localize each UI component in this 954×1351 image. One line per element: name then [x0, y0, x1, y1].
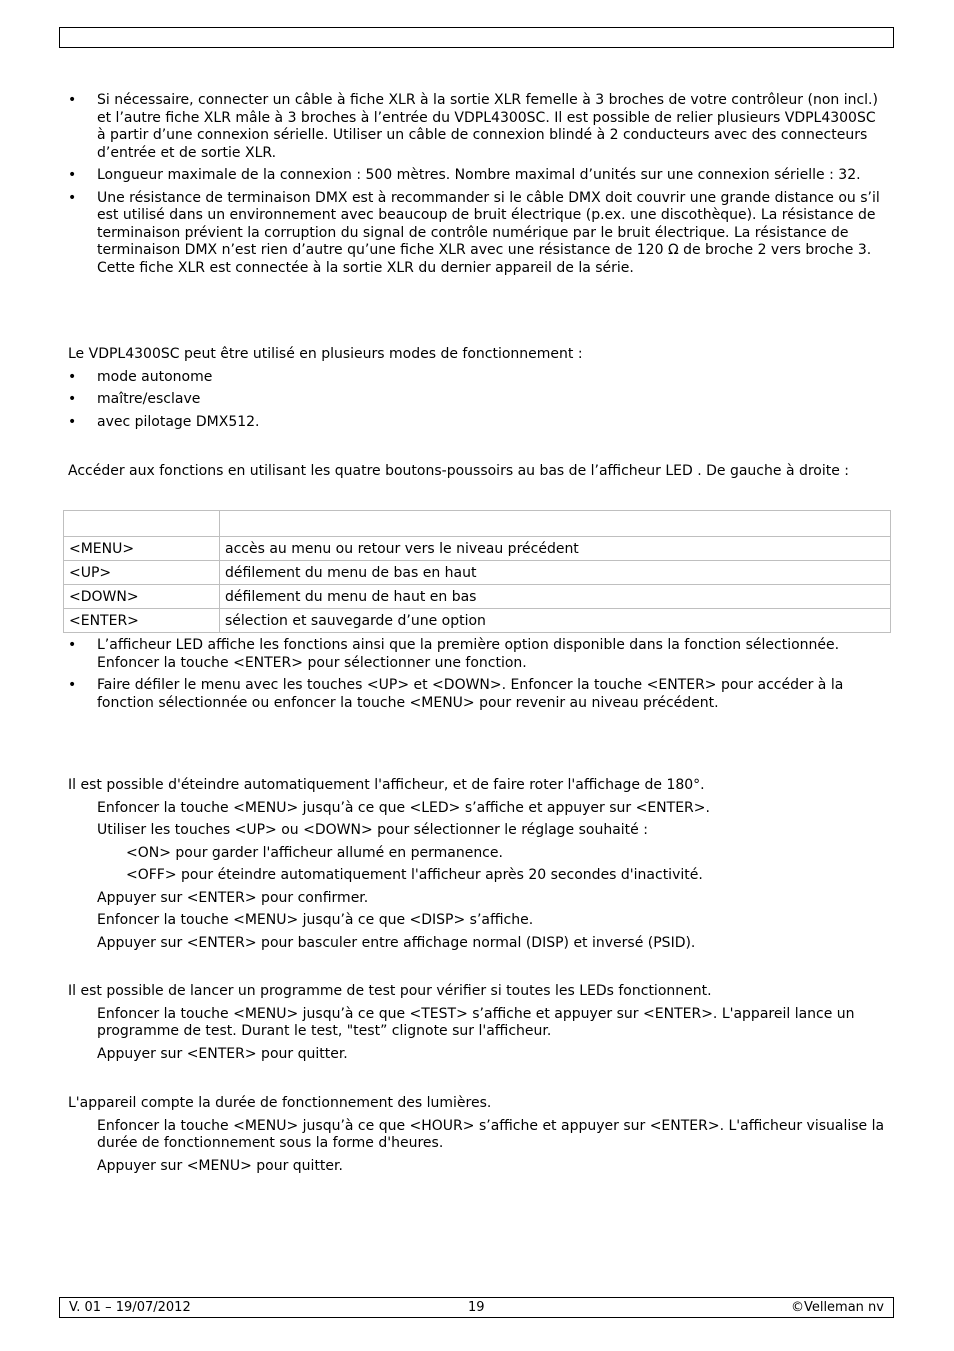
- key-cell: <MENU>: [64, 537, 220, 561]
- table-row: [64, 537, 891, 561]
- instruction-step: Appuyer sur <ENTER> pour quitter.: [97, 1045, 348, 1062]
- page-header-box: [59, 27, 894, 48]
- display-intro: Il est possible d'éteindre automatiquement l'afficheur, et de faire roter l'affichage de 180°.: [68, 777, 705, 793]
- buttons-intro-block: [68, 463, 888, 481]
- footer-copyright: ©Velleman nv: [790, 1300, 884, 1315]
- description-cell: défilement du menu de haut en bas: [220, 585, 891, 609]
- list-item: • maître/esclave: [68, 391, 888, 409]
- key-cell: <UP>: [64, 561, 220, 585]
- page-footer: [59, 1297, 894, 1318]
- list-item: • mode autonome: [68, 369, 888, 387]
- table-row: [64, 561, 891, 585]
- list-item: • Si nécessaire, connecter un câble à fiche XLR à la sortie XLR femelle à 3 broches de votre contrôleur (non incl.) et l’autre fiche XLR mâle à 3 broches à l’entrée du VDPL4300SC. Il est possible de relier plusieurs VDPL4300SC à partir d’une connexion sérielle. Utiliser un câble de connexion blindé à 2 conducteurs avec des connecteurs d’entrée et de sortie XLR.: [68, 92, 888, 162]
- display-section: [68, 777, 888, 957]
- test-section: [68, 983, 888, 1068]
- test-intro: Il est possible de lancer un programme de test pour vérifier si toutes les LEDs fonctionnent.: [68, 983, 712, 999]
- hours-section: [68, 1095, 888, 1180]
- connection-bullets: [68, 92, 888, 282]
- list-item: • L’afficheur LED affiche les fonctions ainsi que la première option disponible dans la fonction sélectionnée. Enfoncer la touche <ENTER> pour sélectionner une fonction.: [68, 637, 888, 672]
- instruction-substep: <ON> pour garder l'afficheur allumé en permanence.: [126, 844, 503, 861]
- description-cell: accès au menu ou retour vers le niveau précédent: [220, 537, 891, 561]
- instruction-step: Appuyer sur <MENU> pour quitter.: [97, 1157, 343, 1174]
- footer-page-number: 19: [468, 1300, 485, 1315]
- table-row: [64, 585, 891, 609]
- key-cell: <DOWN>: [64, 585, 220, 609]
- instruction-substep: <OFF> pour éteindre automatiquement l'afficheur après 20 secondes d'inactivité.: [126, 867, 703, 883]
- table-header-row: [64, 511, 891, 537]
- table-row: [64, 609, 891, 633]
- footer-version: V. 01 – 19/07/2012: [69, 1300, 191, 1315]
- instruction-step: Enfoncer la touche <MENU> jusqu’à ce que <DISP> s’affiche.: [97, 912, 534, 928]
- hours-intro: L'appareil compte la durée de fonctionnement des lumières.: [68, 1095, 492, 1111]
- table-header-cell: [64, 511, 220, 537]
- description-cell: sélection et sauvegarde d’une option: [220, 609, 891, 633]
- table-header-cell: [220, 511, 891, 537]
- instruction-step: Enfoncer la touche <MENU> jusqu’à ce que <HOUR> s’affiche et appuyer sur <ENTER>. L'afficheur visualise la durée de fonctionnement sous la forme d'heures.: [97, 1117, 885, 1151]
- buttons-intro: Accéder aux fonctions en utilisant les quatre boutons-poussoirs au bas de l’afficheur LED . De gauche à droite :: [68, 463, 850, 479]
- instruction-step: Enfoncer la touche <MENU> jusqu’à ce que <TEST> s’affiche et appuyer sur <ENTER>. L'appareil lance un programme de test. Durant le test, "test” clignote sur l'afficheur.: [97, 1005, 855, 1039]
- modes-section: [68, 346, 888, 436]
- instruction-step: Enfoncer la touche <MENU> jusqu’à ce que <LED> s’affiche et appuyer sur <ENTER>.: [97, 799, 710, 816]
- instruction-step: Appuyer sur <ENTER> pour confirmer.: [97, 889, 369, 906]
- list-item: • Longueur maximale de la connexion : 500 mètres. Nombre maximal d’unités sur une connexion sérielle : 32.: [68, 167, 888, 185]
- instruction-step: Utiliser les touches <UP> ou <DOWN> pour sélectionner le réglage souhaité :: [97, 822, 648, 838]
- list-item: • Une résistance de terminaison DMX est à recommander si le câble DMX doit couvrir une grande distance ou s’il est utilisé dans un environnement avec beaucoup de bruit électrique (p.ex. une discothèque). La résistance de terminaison prévient la corruption du signal de contrôle numérique par le bruit électrique. La résistance de terminaison DMX n’est rien d’autre qu’une fiche XLR avec une résistance de 120 Ω de broche 2 vers broche 3. Cette fiche XLR est connectée à la sortie XLR du dernier appareil de la série.: [68, 190, 888, 278]
- list-item: • avec pilotage DMX512.: [68, 414, 888, 432]
- key-cell: <ENTER>: [64, 609, 220, 633]
- description-cell: défilement du menu de bas en haut: [220, 561, 891, 585]
- list-item: • Faire défiler le menu avec les touches <UP> et <DOWN>. Enfoncer la touche <ENTER> pour accéder à la fonction sélectionnée ou enfoncer la touche <MENU> pour revenir au niveau précédent.: [68, 677, 888, 712]
- instruction-step: Appuyer sur <ENTER> pour basculer entre affichage normal (DISP) et inversé (PSID).: [97, 934, 696, 951]
- modes-intro: Le VDPL4300SC peut être utilisé en plusieurs modes de fonctionnement :: [68, 346, 583, 362]
- menu-bullets: [68, 637, 888, 717]
- key-function-table: [63, 510, 891, 633]
